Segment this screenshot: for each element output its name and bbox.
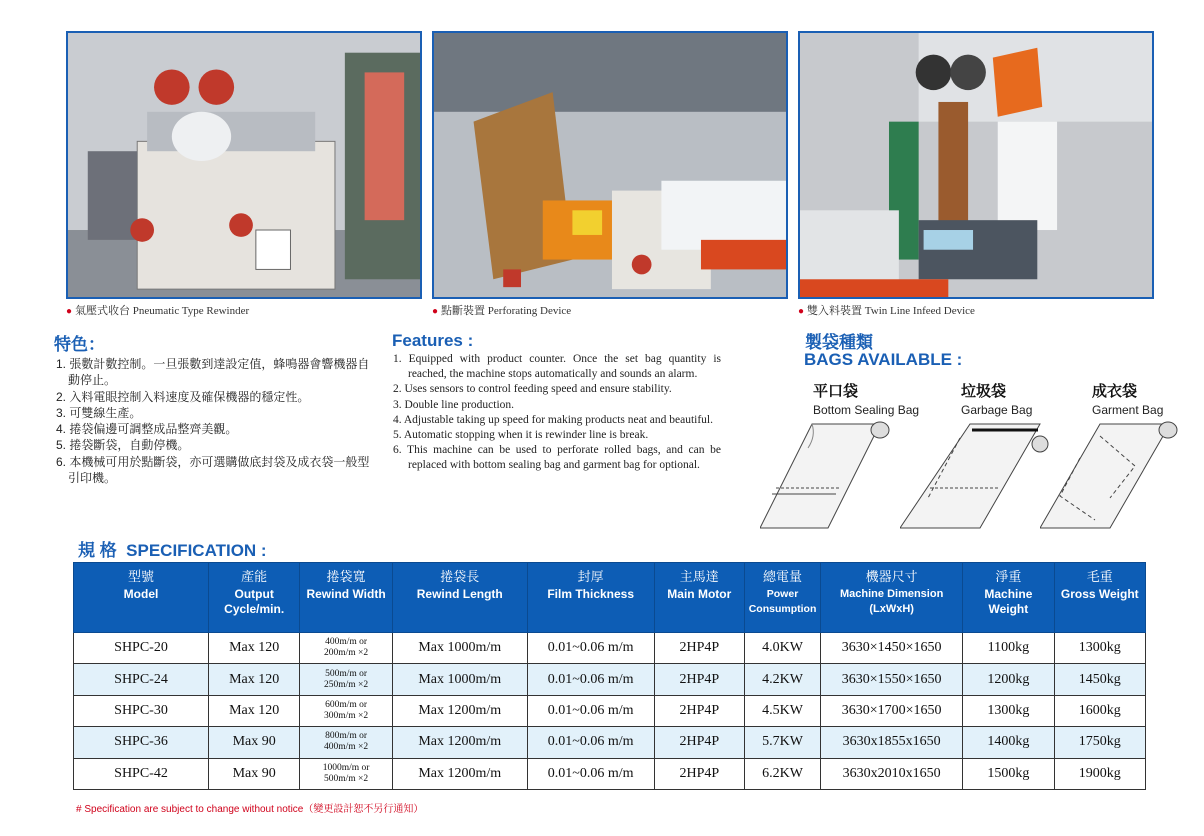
cell-output: Max 120: [209, 633, 300, 664]
feature-zh-item: 1. 張數計數控制。一旦張數到達設定值，蜂鳴器會響機器自動停止。: [56, 357, 370, 388]
cell-model: SHPC-24: [74, 664, 209, 695]
cell-rewind-length: Max 1200m/m: [392, 695, 527, 726]
cell-dimension: 3630×1550×1650: [821, 664, 963, 695]
cell-weight: 1400kg: [963, 727, 1054, 758]
photo-caption-1: ● 氣壓式收台 Pneumatic Type Rewinder: [66, 304, 250, 317]
cell-motor: 2HP4P: [654, 727, 744, 758]
features-en-title: Features :: [392, 331, 474, 350]
header-output: 產能 Output Cycle/min.: [209, 563, 300, 633]
cell-output: Max 120: [209, 664, 300, 695]
feature-zh-item: 2. 入料電眼控制入料速度及確保機器的穩定性。: [56, 389, 310, 404]
cell-power: 6.2KW: [744, 758, 820, 789]
bag-name-en: Garbage Bag: [961, 403, 1033, 417]
feature-en-item: 5. Automatic stopping when it is rewinder line is break.: [393, 429, 649, 442]
feature-zh-item: 4. 捲袋偏邊可調整成品整齊美觀。: [56, 422, 238, 437]
cell-rewind-width: 400m/m or 200m/m ×2: [300, 633, 392, 664]
cell-motor: 2HP4P: [654, 695, 744, 726]
cell-output: Max 120: [209, 695, 300, 726]
feature-zh-item: 3. 可雙線生產。: [56, 405, 142, 420]
photo-caption-2: ● 點斷裝置 Perforating Device: [432, 304, 572, 317]
feature-en-item: 1. Equipped with product counter. Once the set bag quantity is reached, the machine stops automatically and sounds an alarm.: [393, 353, 721, 381]
perforating-device-photo: [432, 31, 788, 299]
cell-model: SHPC-42: [74, 758, 209, 789]
table-row: [74, 758, 1146, 789]
bags-title-zh: 製袋種類: [805, 333, 873, 352]
cell-rewind-length: Max 1000m/m: [392, 664, 527, 695]
bottom-sealing-bag-illustration: [760, 418, 900, 530]
feature-en-item: 3. Double line production.: [393, 398, 515, 411]
bag-type-garbage: [961, 380, 1032, 417]
table-row: [74, 727, 1146, 758]
cell-model: SHPC-20: [74, 633, 209, 664]
cell-dimension: 3630×1450×1650: [821, 633, 963, 664]
cell-motor: 2HP4P: [654, 633, 744, 664]
garbage-bag-illustration: [900, 418, 1050, 530]
bag-type-bottom-sealing: [813, 380, 919, 417]
header-machine-weight: 淨重 Machine Weight: [963, 563, 1054, 633]
cell-weight: 1500kg: [963, 758, 1054, 789]
table-row: [74, 633, 1146, 664]
cell-power: 4.5KW: [744, 695, 820, 726]
cell-rewind-width: 600m/m or 300m/m ×2: [300, 695, 392, 726]
bag-name-zh: 成衣袋: [1092, 383, 1138, 400]
feature-en-item: 4. Adjustable taking up speed for making products neat and beautiful.: [393, 413, 714, 426]
footnote: # Specification are subject to change without notice（變更設計恕不另行通知）: [76, 804, 424, 815]
cell-thickness: 0.01~0.06 m/m: [527, 727, 654, 758]
cell-thickness: 0.01~0.06 m/m: [527, 695, 654, 726]
spec-table: [73, 562, 1146, 790]
header-model: 型號 Model: [74, 563, 209, 633]
photo-caption-3: ● 雙入料裝置 Twin Line Infeed Device: [798, 304, 975, 317]
cell-rewind-length: Max 1200m/m: [392, 758, 527, 789]
feature-en-item: 6. This machine can be used to perforate rolled bags, and can be replaced with bottom sealing bag and garment bag for optional.: [393, 444, 721, 472]
cell-power: 5.7KW: [744, 727, 820, 758]
table-row: [74, 664, 1146, 695]
header-rewind-length: 捲袋長 Rewind Length: [392, 563, 527, 633]
spec-title: 規 格 SPECIFICATION :: [78, 541, 267, 560]
cell-output: Max 90: [209, 758, 300, 789]
cell-thickness: 0.01~0.06 m/m: [527, 633, 654, 664]
header-main-motor: 主馬達 Main Motor: [654, 563, 744, 633]
spec-header-row: [74, 563, 1146, 633]
features-zh-list: [56, 356, 376, 486]
cell-dimension: 3630x1855x1650: [821, 727, 963, 758]
bags-title-en: BAGS AVAILABLE :: [804, 350, 963, 369]
bag-name-en: Bottom Sealing Bag: [813, 403, 920, 417]
cell-dimension: 3630x2010x1650: [821, 758, 963, 789]
garment-bag-illustration: [1040, 418, 1180, 530]
header-rewind-width: 捲袋寬 Rewind Width: [300, 563, 392, 633]
cell-gross: 1600kg: [1054, 695, 1145, 726]
bag-name-zh: 垃圾袋: [961, 383, 1007, 400]
cell-model: SHPC-36: [74, 727, 209, 758]
cell-thickness: 0.01~0.06 m/m: [527, 664, 654, 695]
feature-en-item: 2. Uses sensors to control feeding speed and ensure stability.: [393, 383, 672, 396]
features-en-list: [393, 352, 721, 474]
cell-gross: 1300kg: [1054, 633, 1145, 664]
bag-name-zh: 平口袋: [813, 383, 859, 400]
twin-line-infeed-photo: [798, 31, 1154, 299]
features-zh-title: 特色：: [54, 335, 105, 354]
cell-power: 4.0KW: [744, 633, 820, 664]
cell-rewind-width: 500m/m or 250m/m ×2: [300, 664, 392, 695]
cell-motor: 2HP4P: [654, 758, 744, 789]
cell-rewind-width: 800m/m or 400m/m ×2: [300, 727, 392, 758]
bag-name-en: Garment Bag: [1092, 403, 1164, 417]
cell-motor: 2HP4P: [654, 664, 744, 695]
cell-gross: 1900kg: [1054, 758, 1145, 789]
cell-rewind-length: Max 1000m/m: [392, 633, 527, 664]
pneumatic-rewinder-photo: [66, 31, 422, 299]
cell-rewind-width: 1000m/m or 500m/m ×2: [300, 758, 392, 789]
table-row: [74, 695, 1146, 726]
header-power: 總電量 Power Consumption: [744, 563, 820, 633]
bag-type-garment: [1092, 380, 1163, 417]
cell-output: Max 90: [209, 727, 300, 758]
cell-thickness: 0.01~0.06 m/m: [527, 758, 654, 789]
cell-weight: 1300kg: [963, 695, 1054, 726]
cell-dimension: 3630×1700×1650: [821, 695, 963, 726]
header-gross-weight: 毛重 Gross Weight: [1054, 563, 1145, 633]
cell-gross: 1750kg: [1054, 727, 1145, 758]
cell-power: 4.2KW: [744, 664, 820, 695]
header-film-thickness: 封厚 Film Thickness: [527, 563, 654, 633]
cell-gross: 1450kg: [1054, 664, 1145, 695]
header-dimension: 機器尺寸 Machine Dimension (LxWxH): [821, 563, 963, 633]
feature-zh-item: 6. 本機械可用於點斷袋，亦可選購做底封袋及成衣袋一般型引印機。: [56, 454, 370, 486]
cell-rewind-length: Max 1200m/m: [392, 727, 527, 758]
cell-model: SHPC-30: [74, 695, 209, 726]
feature-zh-item: 5. 捲袋斷袋，自動停機。: [56, 438, 190, 453]
cell-weight: 1200kg: [963, 664, 1054, 695]
cell-weight: 1100kg: [963, 633, 1054, 664]
